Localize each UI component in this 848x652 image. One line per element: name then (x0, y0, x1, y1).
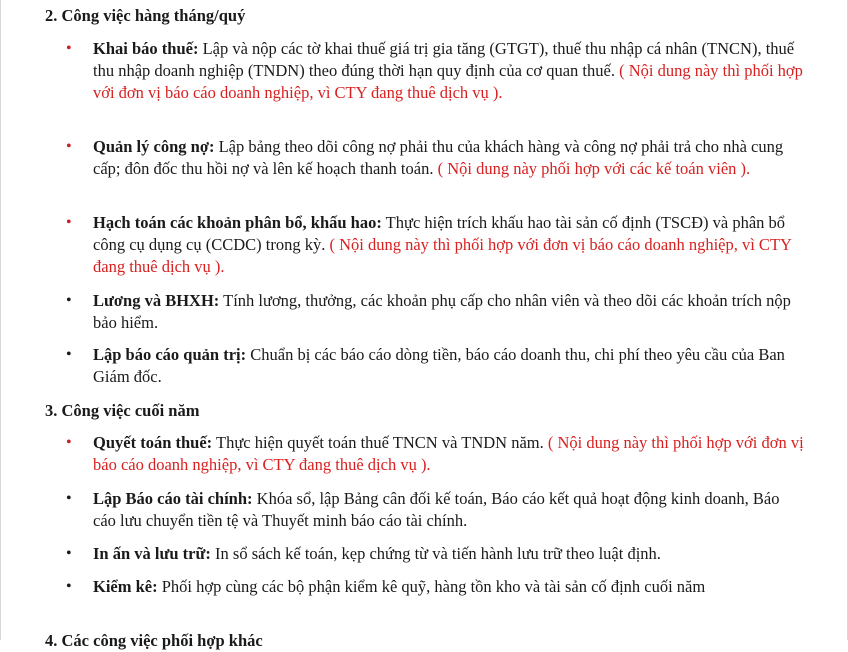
bullet-icon: • (66, 434, 72, 451)
list-item-luong-bhxh (66, 290, 806, 334)
bullet-icon: • (66, 214, 72, 231)
list-item-text: Quyết toán thuế: Thực hiện quyết toán thuế TNCN và TNDN năm. ( Nội dung này thì phối hợp với đơn vị báo cáo doanh nghiệp, vì CTY đang thuê dịch vụ ). (93, 433, 804, 474)
list-item-quyet-toan-thue (66, 432, 806, 476)
bullet-icon: • (66, 292, 72, 309)
list-item-text: Lương và BHXH: Tính lương, thưởng, các khoản phụ cấp cho nhân viên và theo dõi các khoản trích nộp bảo hiểm. (93, 291, 791, 332)
list-item-text: Kiểm kê: Phối hợp cùng các bộ phận kiểm kê quỹ, hàng tồn kho và tài sản cố định cuối năm (93, 577, 706, 596)
list-item-hach-toan (66, 212, 806, 278)
list-item-text: Hạch toán các khoản phân bổ, khấu hao: Thực hiện trích khấu hao tài sản cố định (TSCĐ) và phân bổ công cụ dụng cụ (CCDC) trong kỳ. ( Nội dung này thì phối hợp với đơn vị báo cáo doanh nghiệp, vì CTY đang thuê dịch vụ ). (93, 213, 792, 276)
list-item-bao-cao-tai-chinh (66, 488, 806, 532)
bullet-icon: • (66, 138, 72, 155)
section-2-heading: 2. Công việc hàng tháng/quý (45, 6, 246, 25)
list-item-in-an-luu-tru (66, 543, 806, 565)
list-item-text: In ấn và lưu trữ: In sổ sách kế toán, kẹp chứng từ và tiến hành lưu trữ theo luật định. (93, 544, 661, 563)
list-item-bao-cao-quan-tri (66, 344, 806, 388)
bullet-icon: • (66, 545, 72, 562)
bullet-icon: • (66, 40, 72, 57)
list-item-text: Lập báo cáo quản trị: Chuẩn bị các báo cáo dòng tiền, báo cáo doanh thu, chi phí theo yêu cầu của Ban Giám đốc. (93, 345, 785, 386)
list-item-quan-ly-cong-no (66, 136, 806, 180)
bullet-icon: • (66, 490, 72, 507)
list-item-text: Khai báo thuế: Lập và nộp các tờ khai thuế giá trị gia tăng (GTGT), thuế thu nhập cá nhân (TNCN), thuế thu nhập doanh nghiệp (TNDN) theo đúng thời hạn quy định của cơ quan thuế. ( Nội dung này thì phối hợp với đơn vị báo cáo doanh nghiệp, vì CTY đang thuê dịch vụ ). (93, 39, 803, 102)
list-item-text: Quản lý công nợ: Lập bảng theo dõi công nợ phải thu của khách hàng và công nợ phải trả cho nhà cung cấp; đôn đốc thu hồi nợ và lên kế hoạch thanh toán. ( Nội dung này phối hợp với các kế toán viên ). (93, 137, 784, 178)
list-item-kiem-ke (66, 576, 806, 598)
section-3-heading: 3. Công việc cuối năm (45, 401, 200, 420)
list-item-khai-bao-thue (66, 38, 806, 104)
list-item-text: Lập Báo cáo tài chính: Khóa sổ, lập Bảng cân đối kế toán, Báo cáo kết quả hoạt động kinh doanh, Báo cáo lưu chuyển tiền tệ và Thuyết minh báo cáo tài chính. (93, 489, 780, 530)
bullet-icon: • (66, 578, 72, 595)
section-4-heading: 4. Các công việc phối hợp khác (45, 631, 263, 650)
bullet-icon: • (66, 346, 72, 363)
